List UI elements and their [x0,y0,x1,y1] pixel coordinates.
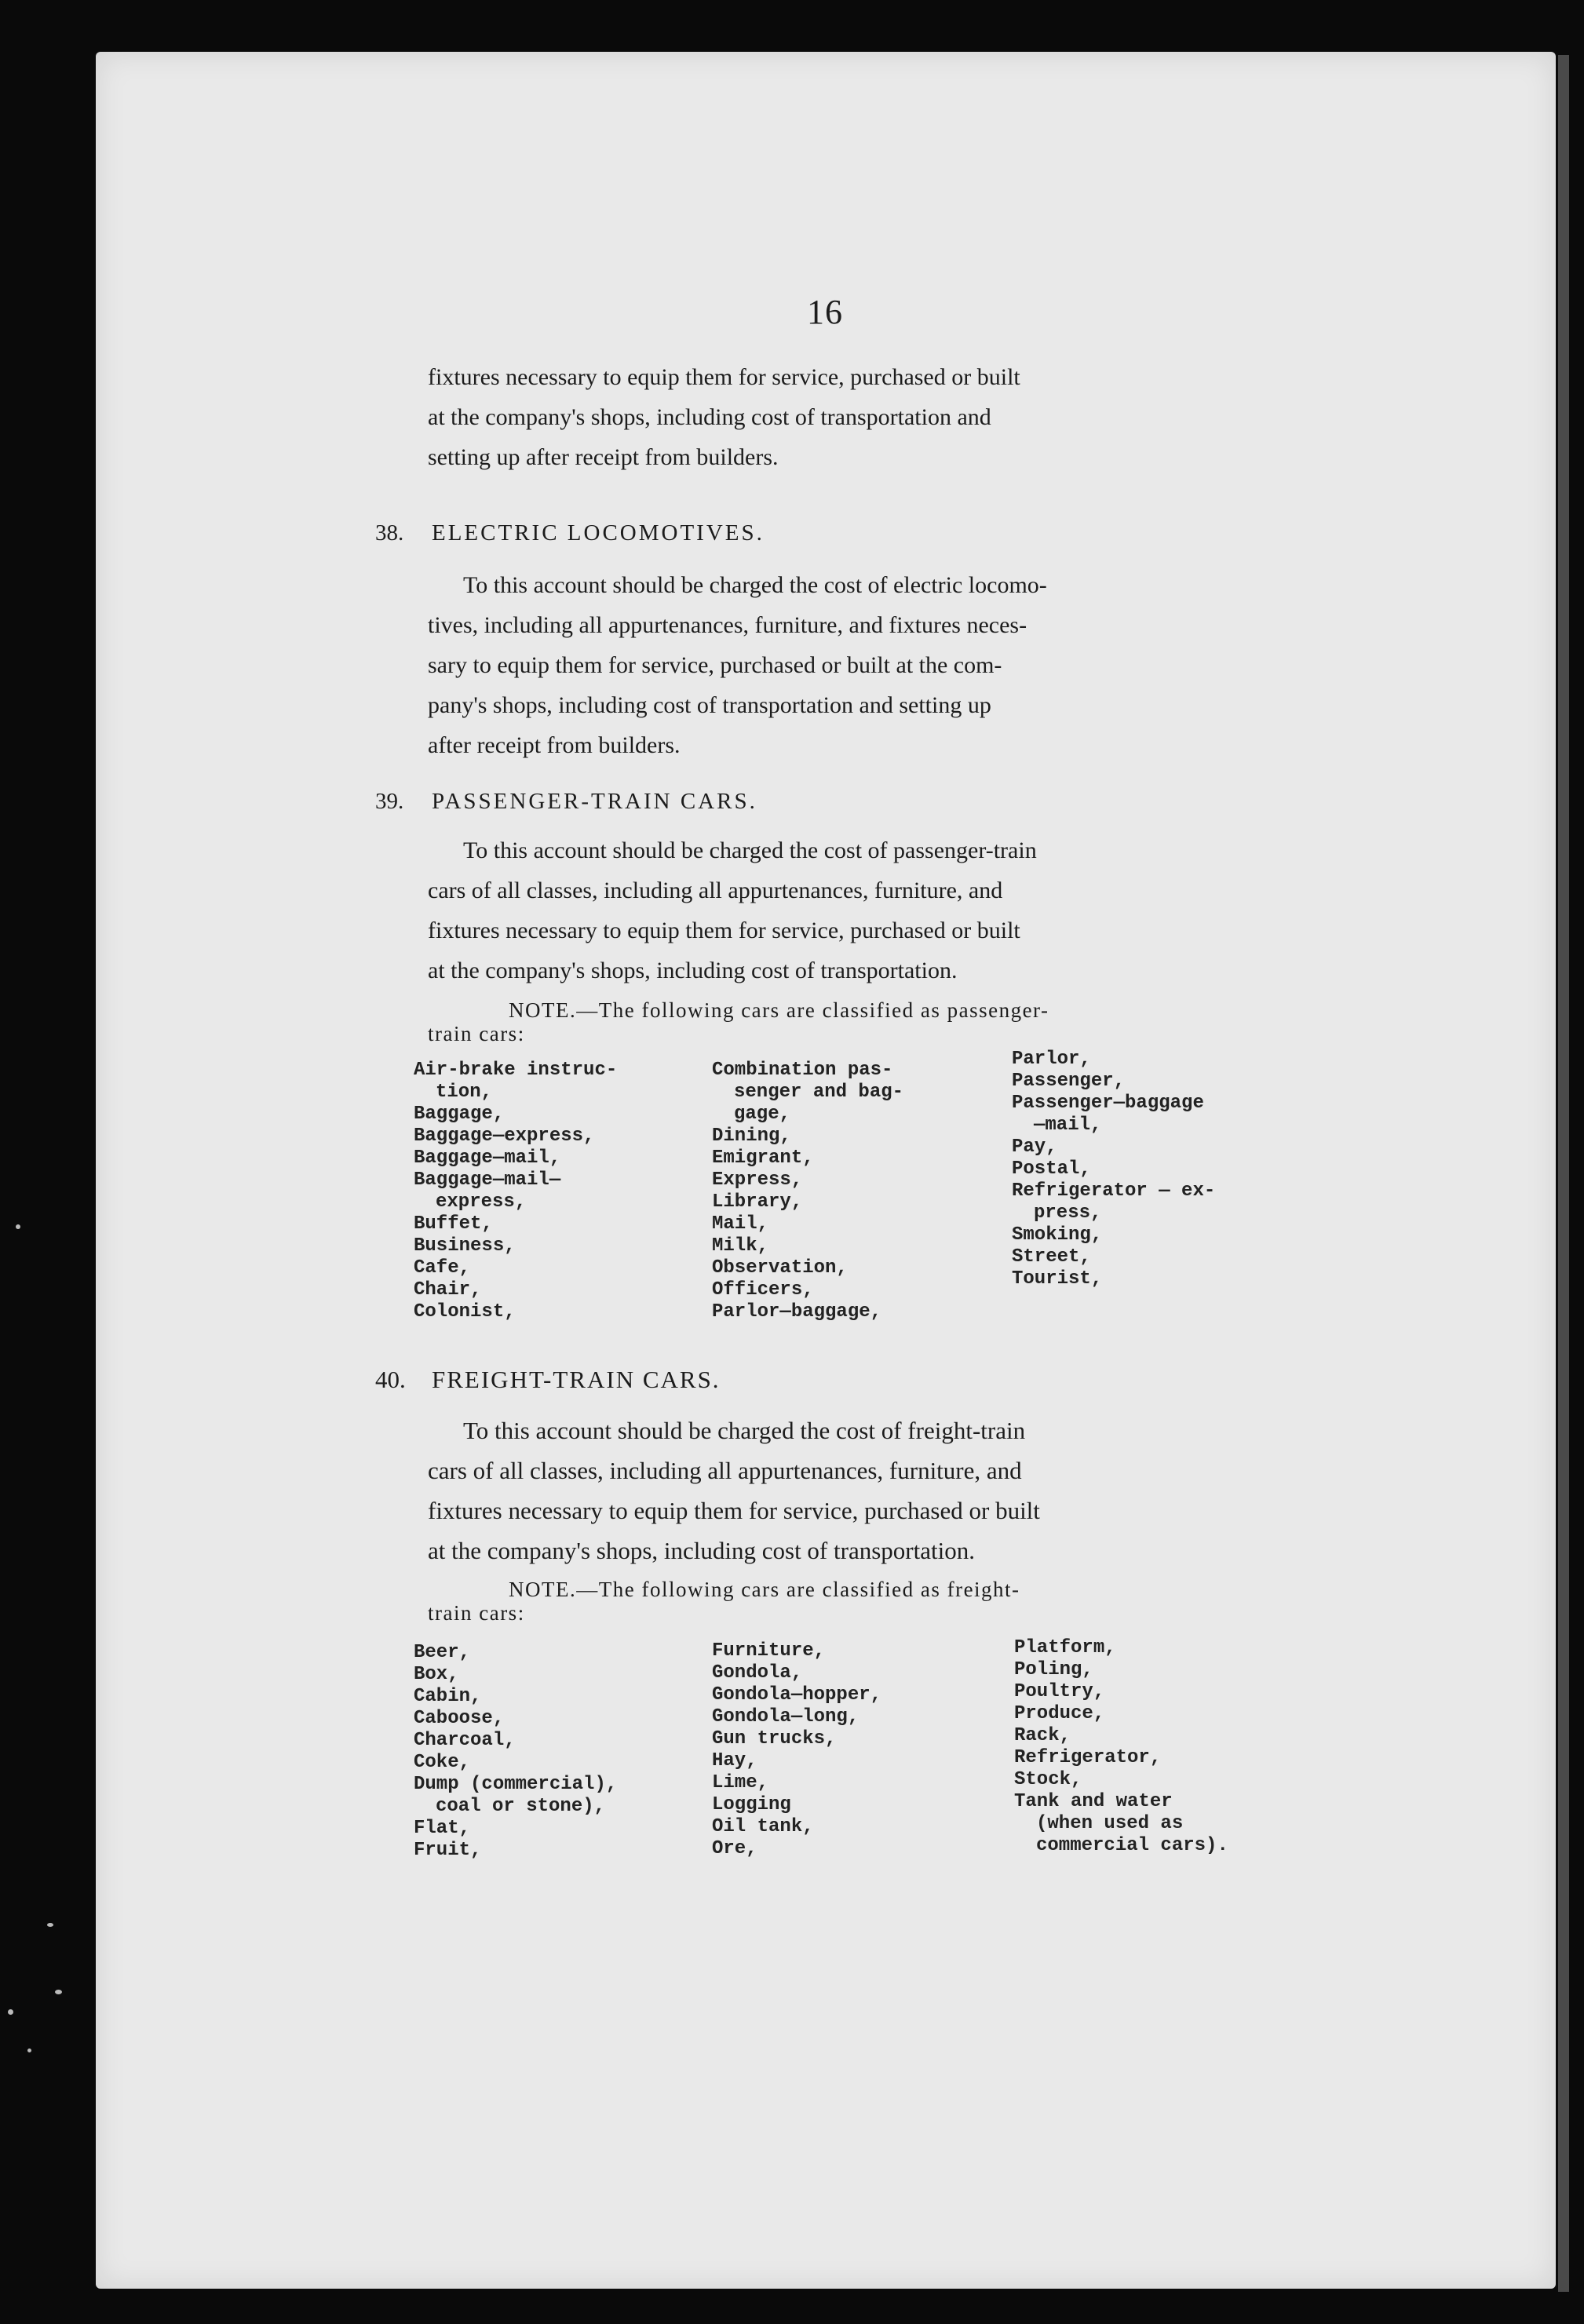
intro-line: at the company's shops, including cost of transportation and [428,404,991,430]
section-number: 40. [375,1366,406,1393]
car-item: (when used as [1036,1813,1184,1834]
car-item: Platform, [1014,1637,1116,1658]
car-item: Produce, [1014,1703,1105,1724]
car-item: Oil tank, [712,1816,814,1837]
body-line: sary to equip them for service, purchased or built at the com- [428,652,1002,678]
section-title: FREIGHT-TRAIN CARS. [432,1366,721,1393]
scan-speck [8,2009,13,2015]
car-column-2 [712,1060,903,1323]
scan-speck [16,1224,20,1229]
section-body-39 [428,830,1303,991]
body-line: To this account should be charged the cost of electric locomo- [463,572,1047,598]
page-number: 16 [807,293,843,331]
car-item: Milk, [712,1235,769,1257]
car-item: Passenger—baggage [1012,1093,1204,1114]
body-line: fixtures necessary to equip them for service, purchased or built [428,1497,1040,1524]
car-item: commercial cars). [1036,1835,1228,1856]
car-item: Air-brake instruc- [414,1060,618,1081]
car-item: Colonist, [414,1301,516,1323]
note-line: NOTE.—The following cars are classified as passenger- [509,998,1049,1022]
scan-speck [55,1990,62,1994]
section-heading-40 [375,1366,721,1394]
car-item: Gondola—hopper, [712,1684,882,1706]
car-item: gage, [734,1104,791,1125]
car-item: —mail, [1034,1115,1102,1136]
car-item: Street, [1012,1246,1091,1268]
car-item: Mail, [712,1213,769,1235]
car-item: Logging [712,1794,791,1815]
body-line: at the company's shops, including cost of transportation. [428,958,958,983]
car-column-1 [414,1060,617,1323]
note-line: train cars: [428,1601,525,1625]
car-item: Lime, [712,1772,769,1793]
car-item: Pay, [1012,1136,1057,1158]
intro-line: setting up after receipt from builders. [428,444,779,470]
body-line: at the company's shops, including cost of transportation. [428,1537,975,1564]
car-item: Hay, [712,1750,757,1771]
car-item: Cabin, [414,1686,482,1707]
car-item: Box, [414,1664,459,1685]
intro-line: fixtures necessary to equip them for service, purchased or built [428,364,1020,390]
car-item: Poling, [1014,1659,1093,1680]
car-item: Baggage—mail, [414,1147,561,1169]
car-item: Gondola, [712,1662,803,1684]
body-line: tives, including all appurtenances, furniture, and fixtures neces- [428,612,1027,638]
car-item: Flat, [414,1818,471,1839]
car-item: Combination pas- [712,1060,893,1081]
car-item: express, [436,1191,527,1213]
car-item: Officers, [712,1279,814,1301]
car-item: Dump (commercial), [414,1774,618,1795]
car-item: Charcoal, [414,1730,516,1751]
car-item: senger and bag- [734,1082,904,1103]
car-item: Refrigerator — ex- [1012,1180,1216,1202]
section-body-40 [428,1410,1303,1571]
note-39 [428,998,1305,1045]
section-body-38 [428,565,1303,765]
body-line: To this account should be charged the cost of passenger-train [463,837,1037,863]
car-column-2 [712,1640,881,1860]
car-item: Library, [712,1191,803,1213]
car-item: Stock, [1014,1769,1082,1790]
car-item: Furniture, [712,1640,826,1662]
car-item: Fruit, [414,1840,482,1861]
car-item: Chair, [414,1279,482,1301]
car-item: Refrigerator, [1014,1747,1162,1768]
car-item: press, [1034,1202,1102,1224]
section-title: ELECTRIC LOCOMOTIVES. [432,520,765,545]
car-item: Buffet, [414,1213,493,1235]
car-item: Beer, [414,1642,471,1663]
note-line: train cars: [428,1022,525,1045]
car-item: Smoking, [1012,1224,1103,1246]
car-item: Parlor, [1012,1049,1091,1070]
car-item: Business, [414,1235,516,1257]
car-column-3 [1012,1049,1215,1290]
page-edge-shadow [1558,55,1569,2292]
car-item: Poultry, [1014,1681,1105,1702]
section-number: 39. [375,789,404,814]
body-line: To this account should be charged the cost of freight-train [463,1417,1026,1444]
body-line: fixtures necessary to equip them for service, purchased or built [428,918,1020,943]
car-item: Observation, [712,1257,848,1279]
car-item: Caboose, [414,1708,505,1729]
car-item: Tank and water [1014,1791,1173,1812]
car-item: Tourist, [1012,1268,1103,1290]
car-item: Emigrant, [712,1147,814,1169]
car-item: Dining, [712,1126,791,1147]
car-item: Gun trucks, [712,1728,837,1749]
car-item: Baggage—mail— [414,1169,561,1191]
scan-speck [27,2049,31,2052]
body-line: after receipt from builders. [428,732,681,758]
car-item: tion, [436,1082,493,1103]
car-item: Postal, [1012,1158,1091,1180]
car-item: Rack, [1014,1725,1071,1746]
car-item: Baggage, [414,1104,505,1125]
car-item: Baggage—express, [414,1126,595,1147]
car-column-3 [1014,1637,1228,1857]
section-heading-38 [375,520,765,546]
car-item: Gondola—long, [712,1706,860,1727]
intro-paragraph [428,357,1303,477]
car-item: Coke, [414,1752,471,1773]
body-line: cars of all classes, including all appurtenances, furniture, and [428,877,1003,903]
section-heading-39 [375,789,757,815]
car-item: Express, [712,1169,803,1191]
car-item: Cafe, [414,1257,471,1279]
note-line: NOTE.—The following cars are classified as freight- [509,1578,1020,1601]
car-column-1 [414,1642,617,1862]
car-item: Passenger, [1012,1071,1126,1092]
car-item: coal or stone), [436,1796,606,1817]
scan-speck [47,1923,53,1927]
body-line: pany's shops, including cost of transportation and setting up [428,692,991,718]
car-item: Ore, [712,1838,757,1859]
note-40 [428,1578,1305,1625]
section-title: PASSENGER-TRAIN CARS. [432,789,757,814]
car-item: Parlor—baggage, [712,1301,882,1323]
body-line: cars of all classes, including all appurtenances, furniture, and [428,1457,1022,1484]
section-number: 38. [375,520,404,545]
